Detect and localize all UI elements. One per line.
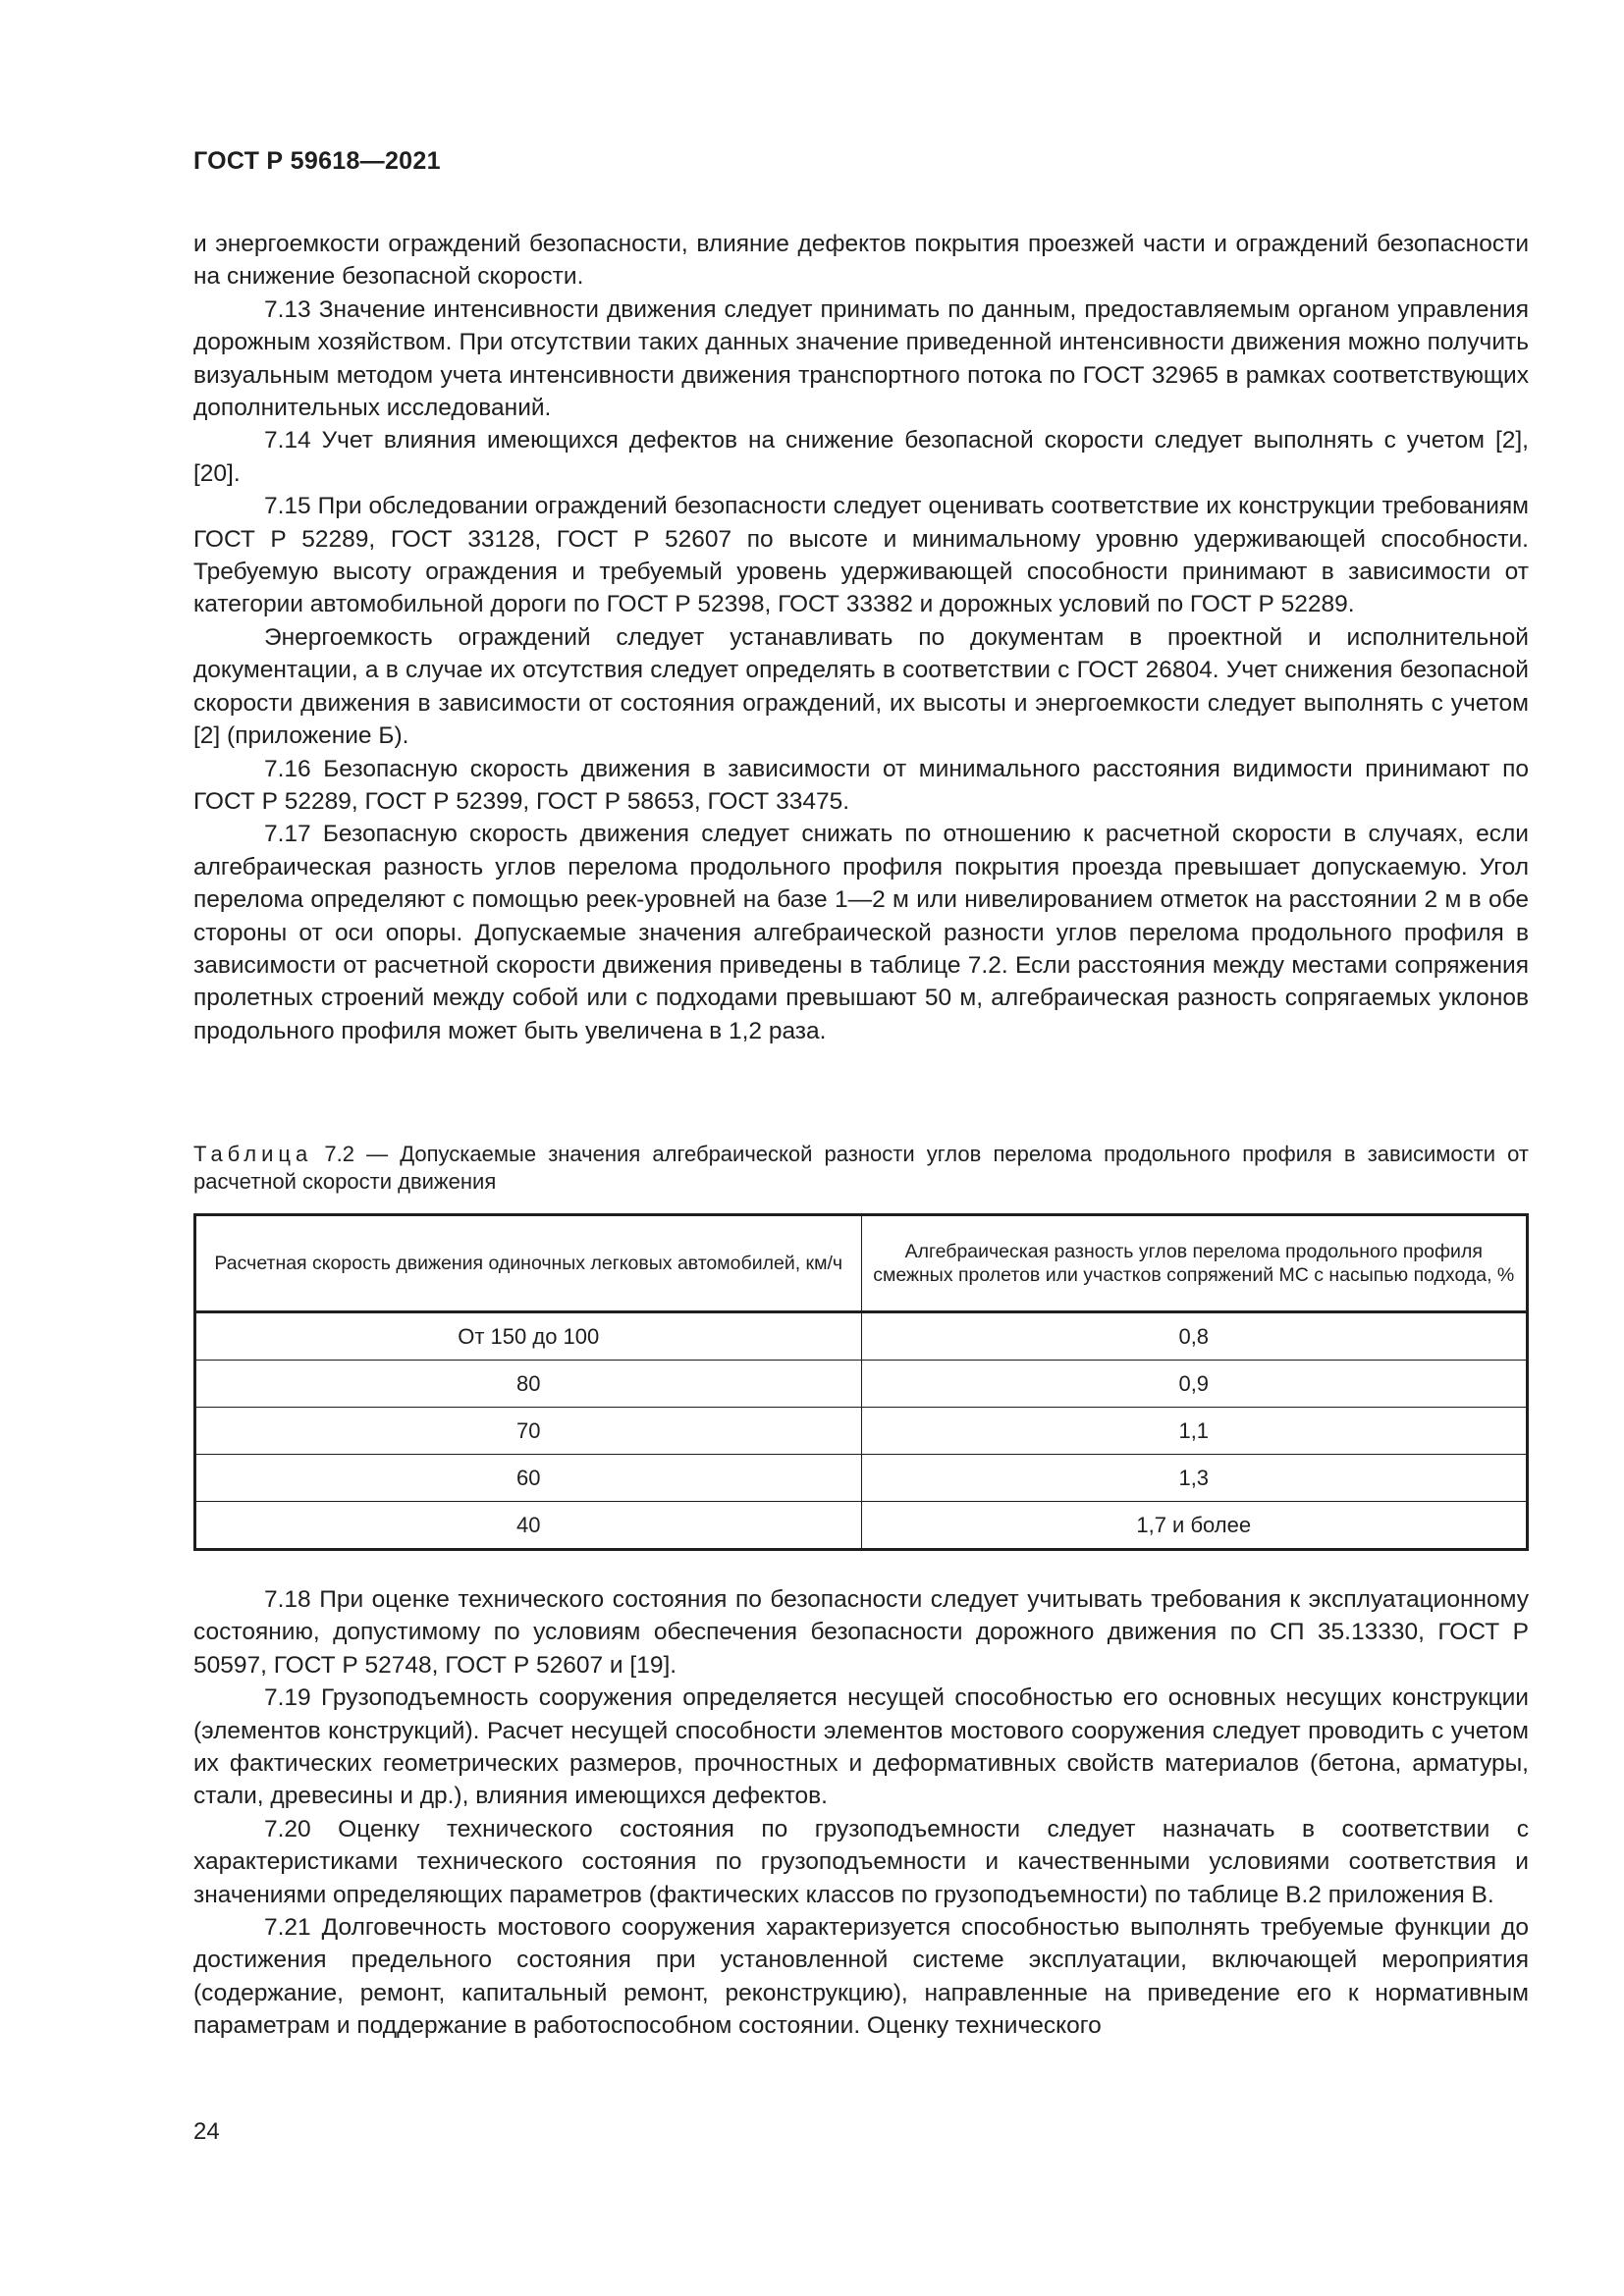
- table-cell: От 150 до 100: [195, 1312, 862, 1361]
- table-row: [195, 1312, 1528, 1361]
- table-row: [195, 1455, 1528, 1502]
- table-row: [195, 1502, 1528, 1550]
- table-row: [195, 1361, 1528, 1408]
- table-cell: 60: [195, 1455, 862, 1502]
- table-cell: 80: [195, 1361, 862, 1408]
- body-text-top: [193, 228, 1529, 1047]
- column-header-speed: Расчетная скорость движения одиночных легковых автомобилей, км/ч: [195, 1215, 862, 1312]
- table-cell: 70: [195, 1408, 862, 1455]
- paragraph-7-18: 7.18 При оценке технического состояния по безопасности следует учитывать требования к эксплуатационному состоянию, допустимому по условиям обеспечения безопасности дорожного движения по СП 35.13330, ГОСТ Р 50597, ГОСТ Р 52748, ГОСТ Р 52607 и [19].: [193, 1586, 1529, 1679]
- table-cell: 0,8: [861, 1312, 1528, 1361]
- table-caption-text: 7.2 — Допускаемые значения алгебраической разности углов перелома продольного профиля в зависимости от расчетной скорости движения: [193, 1142, 1529, 1194]
- paragraph-7-20: 7.20 Оценку технического состояния по грузоподъемности следует назначать в соответствии с характеристиками технического состояния по грузоподъемности и качественными условиями соответствия и значениями определяющих параметров (фактических классов по грузоподъемности) по таблице В.2 приложения В.: [193, 1815, 1529, 1908]
- paragraph: и энергоемкости ограждений безопасности, влияние дефектов покрытия проезжей части и ограждений безопасности на снижение безопасной скорости.: [193, 231, 1529, 291]
- table-7-2: [193, 1213, 1529, 1551]
- table-row: [195, 1408, 1528, 1455]
- body-text-bottom: [193, 1583, 1529, 2043]
- document-header: ГОСТ Р 59618—2021: [193, 147, 441, 175]
- paragraph-7-17: 7.17 Безопасную скорость движения следует снижать по отношению к расчетной скорости в случаях, если алгебраическая разность углов перелома продольного профиля покрытия проезда превышает допускаемую. Угол перелома определяют с помощью реек-уровней на базе 1—2 м или нивелированием отметок на расстоянии 2 м в обе стороны от оси опоры. Допускаемые значения алгебраической разности углов перелома продольного профиля в зависимости от расчетной скорости движения приведены в таблице 7.2. Если расстояния между местами сопряжения пролетных строений между собой или с подходами превышают 50 м, алгебраическая разность сопрягаемых уклонов продольного профиля может быть увеличена в 1,2 раза.: [193, 821, 1529, 1044]
- column-header-difference: Алгебраическая разность углов перелома продольного профиля смежных пролетов или участков сопряжений МС с насыпью подхода, %: [861, 1215, 1528, 1312]
- table-caption: [193, 1141, 1529, 1196]
- paragraph-7-19: 7.19 Грузоподъемность сооружения определяется несущей способностью его основных несущих конструкции (элементов конструкций). Расчет несущей способности элементов мостового сооружения следует проводить с учетом их фактических геометрических размеров, прочностных и деформативных свойств материалов (бетона, арматуры, стали, древесины и др.), влияния имеющихся дефектов.: [193, 1684, 1529, 1810]
- paragraph-7-13: 7.13 Значение интенсивности движения следует принимать по данным, предоставляемым органом управления дорожным хозяйством. При отсутствии таких данных значение приведенной интенсивности движения можно получить визуальным методом учета интенсивности движения транспортного потока по ГОСТ 32965 в рамках соответствующих дополнительных исследований.: [193, 295, 1529, 422]
- paragraph-7-21: 7.21 Долговечность мостового сооружения характеризуется способностью выполнять требуемые функции до достижения предельного состояния при установленной системе эксплуатации, включающей мероприятия (содержание, ремонт, капитальный ремонт, реконструкцию), направленные на приведение его к нормативным параметрам и поддержание в работоспособном состоянии. Оценку технического: [193, 1914, 1529, 2040]
- table-cell: 1,7 и более: [861, 1502, 1528, 1550]
- paragraph-7-16: 7.16 Безопасную скорость движения в зависимости от минимального расстояния видимости принимают по ГОСТ Р 52289, ГОСТ Р 52399, ГОСТ Р 58653, ГОСТ 33475.: [193, 755, 1529, 815]
- table-header-row: [195, 1215, 1528, 1312]
- paragraph-energy: Энергоемкость ограждений следует устанавливать по документам в проектной и исполнительной документации, а в случае их отсутствия следует определять в соответствии с ГОСТ 26804. Учет снижения безопасной скорости движения в зависимости от состояния ограждений, их высоты и энергоемкости следует выполнять с учетом [2] (приложение Б).: [193, 623, 1529, 750]
- table-cell: 1,1: [861, 1408, 1528, 1455]
- table-caption-prefix: Таблица: [193, 1142, 313, 1166]
- table-cell: 0,9: [861, 1361, 1528, 1408]
- paragraph-7-15: 7.15 При обследовании ограждений безопасности следует оценивать соответствие их конструкции требованиям ГОСТ Р 52289, ГОСТ 33128, ГОСТ Р 52607 по высоте и минимальному уровню удерживающей способности. Требуемую высоту ограждения и требуемый уровень удерживающей способности принимают в зависимости от категории автомобильной дороги по ГОСТ Р 52398, ГОСТ 33382 и дорожных условий по ГОСТ Р 52289.: [193, 493, 1529, 618]
- table-cell: 40: [195, 1502, 862, 1550]
- paragraph-7-14: 7.14 Учет влияния имеющихся дефектов на снижение безопасной скорости следует выполнять с учетом [2], [20].: [193, 427, 1529, 487]
- page-number: 24: [193, 2118, 220, 2145]
- table-cell: 1,3: [861, 1455, 1528, 1502]
